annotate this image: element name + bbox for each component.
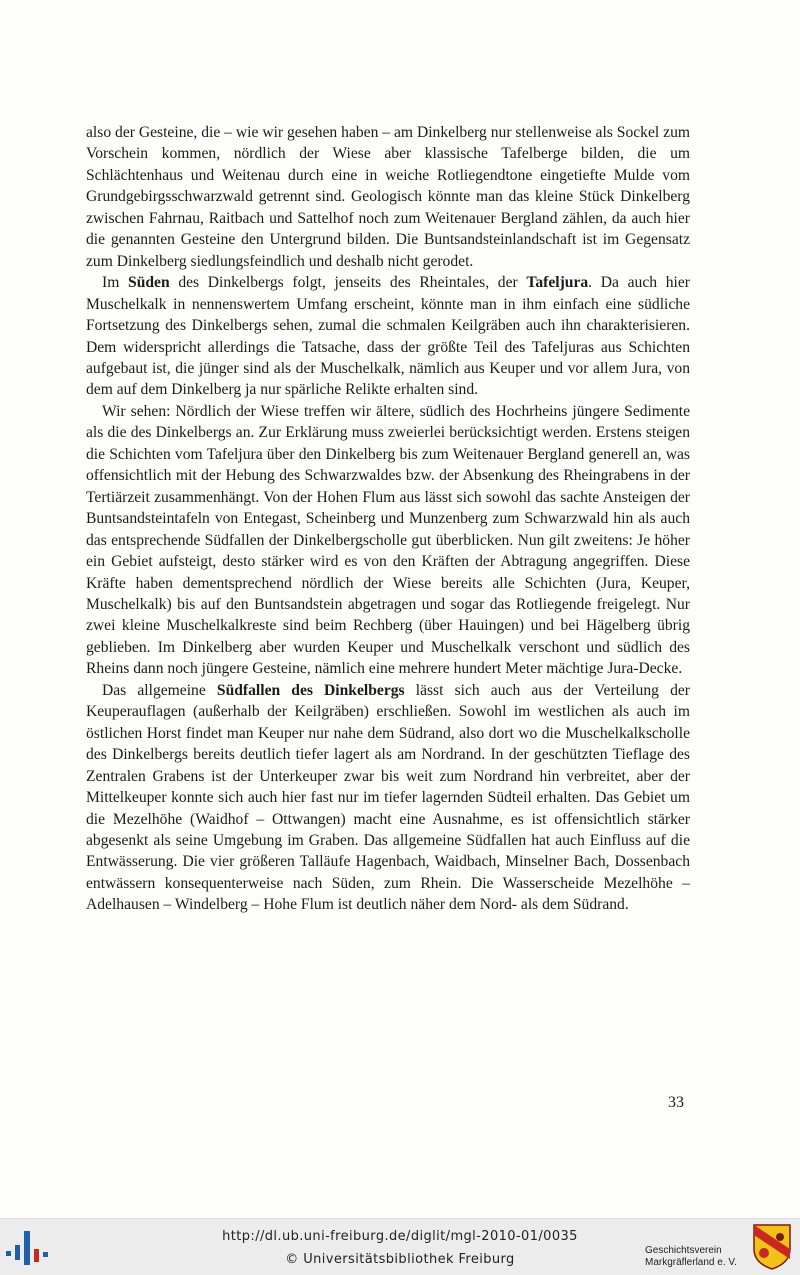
footer-url-link[interactable]: http://dl.ub.uni-freiburg.de/diglit/mgl-2010-01/0035 (222, 1229, 578, 1244)
text-run: Im (102, 274, 129, 292)
paragraph (86, 401, 690, 680)
text-run: . Da auch hier Muschelkalk in nennenswertem Umfang erscheint, könnte man in ihm einfach eine südliche Fortsetzung des Dinkelbergs sehen, zumal die schmalen Keilgräben auch ihn charakterisieren. Dem widerspricht allerdings die Tatsache, dass der größte Teil des Tafeljuras aus Schichten aufgebaut ist, die jünger sind als der Muschelkalk, nämlich aus Keuper und vor allem Jura, von dem auf dem Dinkelberg ja nur spärliche Relikte erhalten sind. (86, 274, 690, 399)
paragraph (86, 272, 690, 401)
page-number: 33 (668, 1094, 684, 1111)
society-line-1: Geschichtsverein (645, 1245, 722, 1256)
bold-term: Süden (128, 274, 170, 292)
text-run: also der Gesteine, die – wie wir gesehen haben – am Dinkelberg nur stellenweise als Sockel zum Vorschein kommen, nördlich der Wiese aber klassische Tafelberge bilden, die um Schlächtenhaus und Weitenau durch eine in weiche Rotliegendtone eingetiefte Mulde vom Grundgebirgsschwarzwald getrennt sind. Geologisch könnte man das kleine Stück Dinkelberg zwischen Fahrnau, Raitbach und Sattelhof noch zum Weitenauer Bergland zählen, da auch hier die genannten Gesteine den Untergrund bilden. Die Buntsandsteinlandschaft ist im Gegensatz zum Dinkelberg siedlungsfeindlich und deshalb nicht gerodet. (86, 124, 690, 270)
bold-term: Südfallen des Dinkelbergs (216, 681, 405, 699)
viewer-footer (0, 1218, 800, 1275)
bold-term: Tafeljura (526, 274, 589, 292)
footer-copyright: © Universitätsbibliothek Freiburg (285, 1252, 515, 1267)
paragraph (86, 122, 690, 272)
body-text (86, 122, 690, 916)
paragraph (86, 680, 690, 916)
text-run: lässt sich auch aus der Verteilung der Keuperauflagen (außerhalb der Keilgräben) erschließen. Sowohl im westlichen als auch im östlichen Horst findet man Keuper nur nahe dem Südrand, also dort wo die Muschelkalkscholle des Dinkelbergs bereits deutlich tiefer lagert als am Nordrand. In der geschützten Tieflage des Zentralen Grabens ist der Unterkeuper zwar bis weit zum Nordrand hin verbreitet, aber der Mittelkeuper konnte sich auch hier fast nur im tiefer lagernden Südteil erhalten. Das Gebiet um die Mezelhöhe (Waidhof – Ottwangen) macht eine Ausnahme, es ist offensichtlich stärker abgesenkt als seine Umgebung im Graben. Das allgemeine Südfallen hat auch Einfluss auf die Entwässerung. Die vier größeren Talläufe Hagenbach, Waidbach, Minselner Bach, Dossenbach entwässern konsequenterweise nach Süden, zum Rhein. Die Wasserscheide Mezelhöhe – Adelhausen – Windelberg – Hohe Flum ist deutlich näher dem Nord- als dem Südrand. (86, 681, 690, 914)
text-run: Das allgemeine (102, 681, 217, 699)
society-name (645, 1245, 763, 1269)
coat-of-arms-icon[interactable] (752, 1223, 792, 1271)
society-line-2: Markgräflerland e. V. (645, 1257, 737, 1268)
text-run: Wir sehen: Nördlich der Wiese treffen wir ältere, südlich des Hochrheins jüngere Sedimente als die des Dinkelbergs an. Zur Erklärung muss zweierlei berücksichtigt werden. Erstens steigen die Schichten vom Tafeljura über den Dinkelberg bis zum Weitenauer Bergland generell an, was offensichtlich mit der Hebung des Schwarzwaldes bzw. der Absenkung des Rheingrabens in der Tertiärzeit zusammenhängt. Von der Hohen Flum aus lässt sich sowohl das sachte Ansteigen der Buntsandsteintafeln von Entegast, Scheinberg und Munzenberg zum Schwarzwald hin als auch das entsprechende Südfallen der Dinkelbergscholle gut überblicken. Nun gilt zweitens: Je höher ein Gebiet aufsteigt, desto stärker wird es von den Kräften der Abtragung angegriffen. Diese Kräfte haben dementsprechend nördlich der Wiese bereits alle Schichten (Jura, Keuper, Muschelkalk) bis auf den Buntsandstein abgetragen und sogar das Rotliegende freigelegt. Nur zwei kleine Muschelkalkreste sind beim Rechberg (über Hauingen) und bei Hägelberg übrig geblieben. Im Dinkelberg aber wurden Keuper und Muschelkalk verschont und südlich des Rheins dann noch jüngere Gesteine, nämlich eine mehrere hundert Meter mächtige Jura-Decke. (86, 402, 690, 678)
text-run: des Dinkelbergs folgt, jenseits des Rheintales, der (169, 274, 527, 292)
